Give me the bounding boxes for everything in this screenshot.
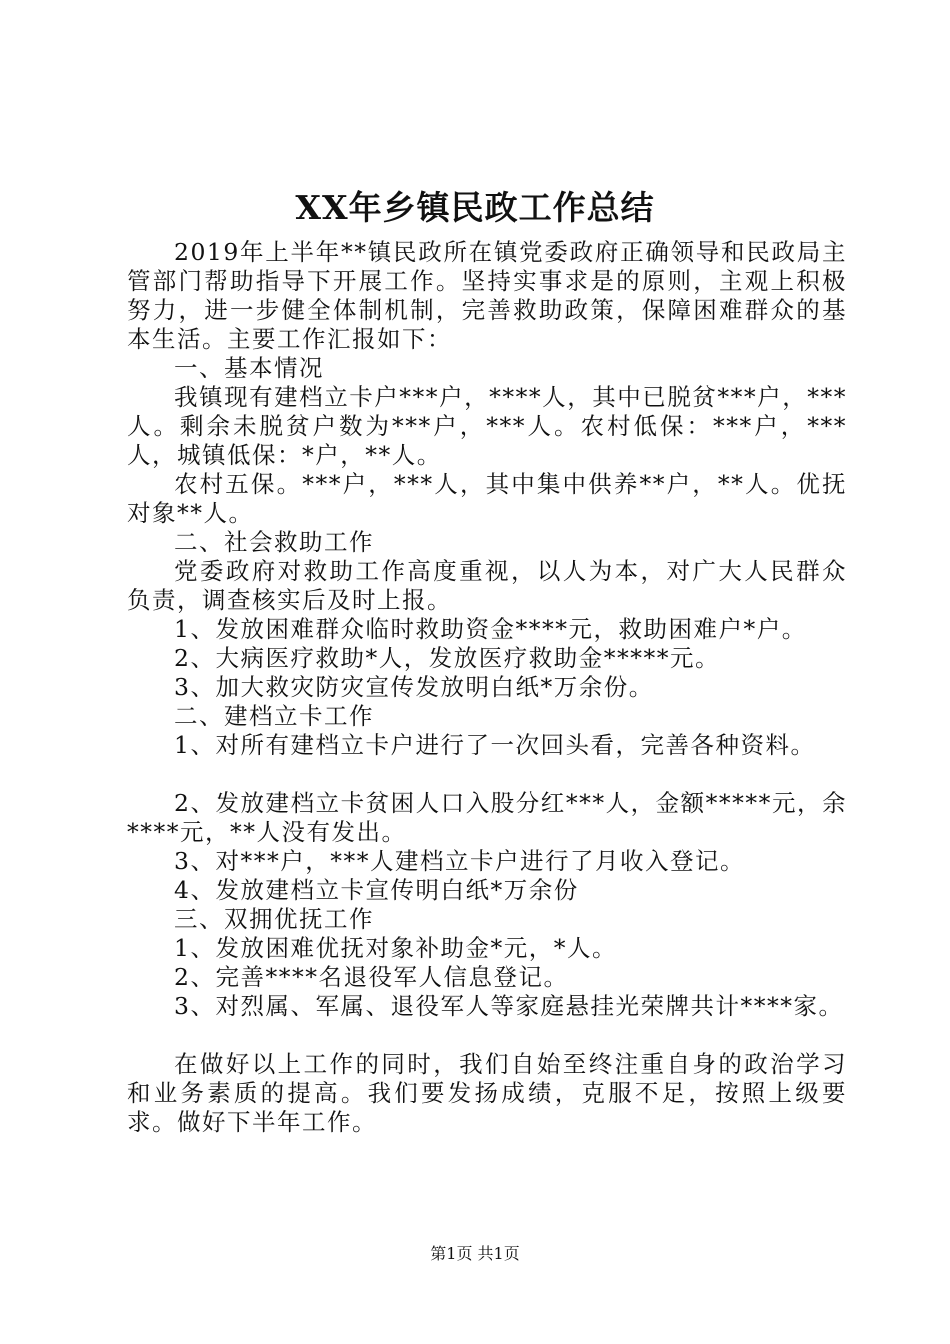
section-heading-registration: 二、建档立卡工作 <box>174 702 374 730</box>
paragraph-basic-situation-1: 我镇现有建档立卡户***户，****人，其中已脱贫***户，***人。剩余未脱贫户数为***户，***人。农村低保：***户，***人，城镇低保：*户，**人。 <box>127 383 847 469</box>
closing-paragraph: 在做好以上工作的同时，我们自始至终注重自身的政治学习和业务素质的提高。我们要发扬成绩，克服不足，按照上级要求。做好下半年工作。 <box>127 1050 847 1136</box>
section-heading-basic-situation: 一、基本情况 <box>174 354 324 382</box>
section-heading-social-assistance: 二、社会救助工作 <box>174 528 374 556</box>
document-body <box>127 238 847 1137</box>
list-item-assistance-3: 3、加大救灾防灾宣传发放明白纸*万余份。 <box>174 673 654 701</box>
list-item-assistance-1: 1、发放困难群众临时救助资金****元，救助困难户*户。 <box>174 615 807 643</box>
list-item-military-3: 3、对烈属、军属、退役军人等家庭悬挂光荣牌共计****家。 <box>174 992 844 1020</box>
list-item-assistance-2: 2、大病医疗救助*人，发放医疗救助金*****元。 <box>174 644 720 672</box>
list-item-registration-3: 3、对***户，***人建档立卡户进行了月收入登记。 <box>174 847 745 875</box>
paragraph-social-assistance-intro: 党委政府对救助工作高度重视，以人为本，对广大人民群众负责，调查核实后及时上报。 <box>127 557 847 614</box>
list-item-registration-2: 2、发放建档立卡贫困人口入股分红***人，金额*****元，余****元，**人没有发出。 <box>127 789 847 846</box>
intro-paragraph: 2019年上半年**镇民政所在镇党委政府正确领导和民政局主管部门帮助指导下开展工作。坚持实事求是的原则，主观上积极努力，进一步健全体制机制，完善救助政策，保障困难群众的基本生活。主要工作汇报如下： <box>127 238 847 353</box>
document-title: XX年乡镇民政工作总结 <box>295 188 655 227</box>
paragraph-basic-situation-2: 农村五保。***户，***人，其中集中供养**户，**人。优抚对象**人。 <box>127 470 847 527</box>
list-item-registration-1: 1、对所有建档立卡户进行了一次回头看，完善各种资料。 <box>174 731 816 759</box>
list-item-military-1: 1、发放困难优抚对象补助金*元，*人。 <box>174 934 617 962</box>
section-heading-military-support: 三、双拥优抚工作 <box>174 905 374 933</box>
list-item-registration-4: 4、发放建档立卡宣传明白纸*万余份 <box>174 876 579 904</box>
page-number-footer: 第1页 共1页 <box>430 1244 520 1263</box>
list-item-military-2: 2、完善****名退役军人信息登记。 <box>174 963 569 991</box>
